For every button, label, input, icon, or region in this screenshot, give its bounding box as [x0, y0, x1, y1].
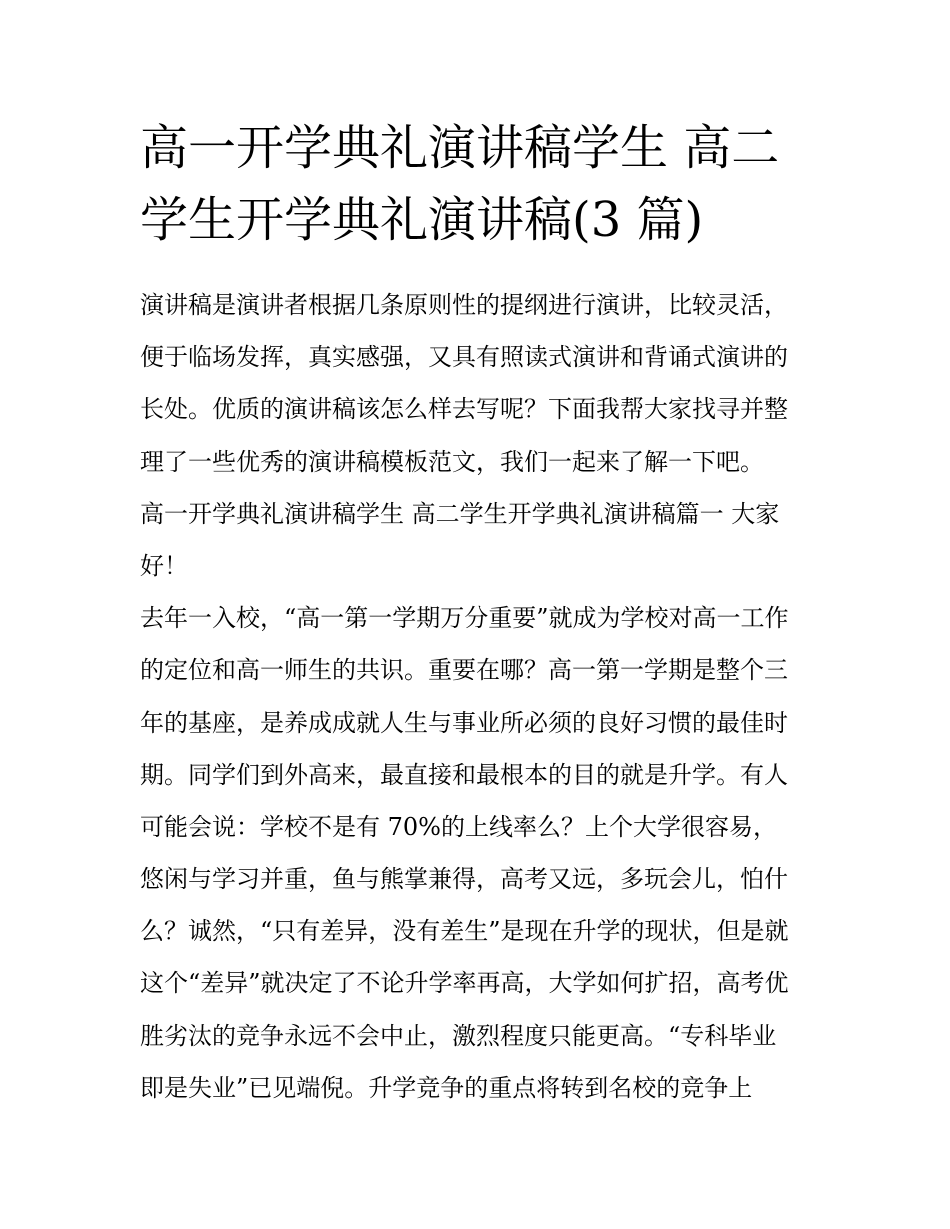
body-line: 胜劣汰的竞争永远不会中止，激烈程度只能更高。“专科毕业: [140, 1021, 777, 1050]
body-line: 可能会说：学校不是有 70%的上线率么？上个大学很容易，: [140, 812, 777, 841]
body-line: 年的基座，是养成成就人生与事业所必须的良好习惯的最佳时: [140, 708, 788, 737]
body-line: 长处。优质的演讲稿该怎么样去写呢？下面我帮大家找寻并整: [140, 395, 788, 424]
document-title: [140, 112, 820, 256]
body-line: 去年一入校，“高一第一学期万分重要”就成为学校对高一工作: [140, 604, 789, 633]
title-line-2: 学生开学典礼演讲稿(3 篇): [140, 192, 704, 248]
title-line-1: 高一开学典礼演讲稿学生 高二: [140, 120, 780, 176]
body-line: 理了一些优秀的演讲稿模板范文，我们一起来了解一下吧。: [140, 447, 764, 476]
body-line: 演讲稿是演讲者根据几条原则性的提纲进行演讲，比较灵活，: [140, 291, 788, 319]
body-line: 高一开学典礼演讲稿学生 高二学生开学典礼演讲稿篇一 大家: [140, 499, 780, 528]
body-line: 么？诚然，“只有差异，没有差生”是现在升学的现状，但是就: [140, 917, 789, 946]
document-body: [140, 279, 820, 1114]
body-line: 这个“差异”就决定了不论升学率再高，大学如何扩招，高考优: [140, 969, 789, 998]
body-line: 即是失业”已见端倪。升学竞争的重点将转到名校的竞争上: [140, 1073, 753, 1102]
body-line: 的定位和高一师生的共识。重要在哪？高一第一学期是整个三: [140, 656, 788, 685]
body-line: 好！: [140, 551, 188, 580]
body-line: 便于临场发挥，真实感强，又具有照读式演讲和背诵式演讲的: [140, 343, 788, 372]
body-line: 期。同学们到外高来，最直接和最根本的目的就是升学。有人: [140, 760, 788, 789]
body-line: 悠闲与学习并重，鱼与熊掌兼得，高考又远，多玩会儿，怕什: [140, 865, 788, 894]
